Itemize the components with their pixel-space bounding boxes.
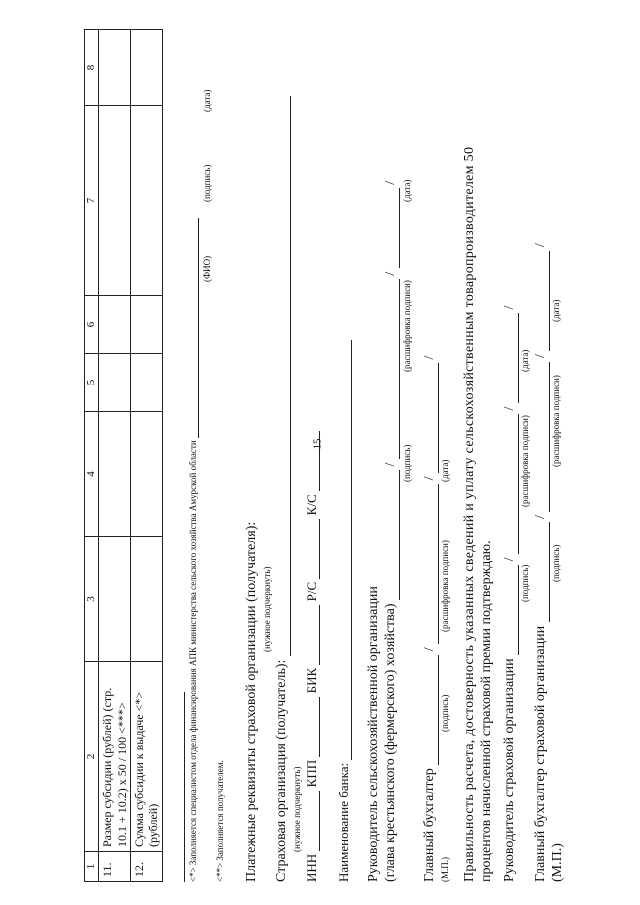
- agri-accountant-line: Главный бухгалтер / / /: [422, 355, 437, 882]
- subsidy-table: [84, 29, 163, 882]
- col-header: 3: [85, 537, 99, 662]
- col-header: 5: [85, 354, 99, 412]
- ins-accountant-mp: (М.П.): [550, 843, 565, 882]
- col-header: 4: [85, 412, 99, 537]
- footnote-fio-hint: (ФИО): [202, 255, 212, 282]
- footnote-separator: [184, 692, 185, 882]
- underline-hint-2: (нужное подчеркнуть): [292, 766, 302, 852]
- ins-head-line: Руководитель страховой организации / / /: [502, 305, 517, 882]
- table-row: [99, 30, 131, 882]
- inn-label: ИНН: [304, 853, 319, 882]
- ins-accountant-date-hint: (дата): [551, 299, 561, 322]
- requisites-line: [304, 431, 320, 882]
- col-header: 8: [85, 30, 99, 106]
- insurance-org-label: Страховая организация (получатель):: [274, 96, 291, 882]
- footnote-date-hint: (дата): [202, 89, 212, 112]
- agri-head-date-hint: (дата): [402, 179, 412, 202]
- footnote-1: <*> Заполняется специалистом отдела финансирования АПК министерства сельского хозяйства Амурской области: [188, 218, 199, 882]
- footnote-2: <**> Заполняется получателем.: [215, 760, 225, 882]
- agri-head-sign-hint: (подпись): [402, 444, 412, 482]
- certify-line2: процентов начисленной страховой премии подтверждаю.: [479, 540, 494, 882]
- bik-label: БИК: [304, 667, 319, 694]
- ins-accountant-sign-hint: (подпись): [551, 544, 561, 582]
- row-label: Сумма субсидии к выдаче <*> (рублей): [130, 662, 162, 852]
- ins-accountant-decode-hint: (расшифровка подписи): [551, 375, 561, 467]
- agri-head-decode-hint: (расшифровка подписи): [402, 280, 412, 372]
- agri-accountant-mp: (М.П.): [440, 857, 450, 882]
- table-row: [130, 30, 162, 882]
- ks-label: К/С: [304, 494, 319, 516]
- row-number: 11.: [99, 852, 131, 882]
- underline-hint: (нужное подчеркнуть): [262, 566, 272, 652]
- certify-line1: Правильность расчета, достоверность указанных сведений и уплату сельскохозяйственным товаропроизводителем 50: [462, 146, 477, 882]
- row-label: Размер субсидии (рублей) (стр. 10.1 + 10.2) x 50 / 100 <***>: [99, 662, 131, 852]
- agri-accountant-sign-hint: (подпись): [440, 694, 450, 732]
- ins-accountant-line: Главный бухгалтер страховой организации / / /: [533, 243, 548, 882]
- table-header-row: [85, 30, 99, 882]
- row-number: 12.: [130, 852, 162, 882]
- col-header: 1: [85, 852, 99, 882]
- col-header: 2: [85, 662, 99, 852]
- agri-head-line1: Руководитель сельскохозяйственной организации: [366, 586, 381, 882]
- kpp-label: КПП: [304, 759, 319, 788]
- agri-head-line2: (глава крестьянского (фермерского) хозяйства) / / /: [383, 180, 398, 882]
- ins-head-decode-hint: (расшифровка подписи): [520, 415, 530, 507]
- bank-name-line: Наименование банка:: [336, 340, 352, 882]
- col-header: 7: [85, 106, 99, 296]
- page-number: 15: [311, 438, 324, 450]
- document-sheet: [84, 30, 564, 882]
- agri-accountant-decode-hint: (расшифровка подписи): [440, 540, 450, 632]
- ins-head-sign-hint: (подпись): [520, 564, 530, 602]
- payment-heading: Платежные реквизиты страховой организации (получателя):: [244, 521, 259, 882]
- rs-label: Р/С: [304, 581, 319, 602]
- col-header: 6: [85, 296, 99, 354]
- ins-head-date-hint: (дата): [520, 349, 530, 372]
- footnote-sign-hint: (подпись): [202, 164, 212, 202]
- agri-accountant-date-hint: (дата): [440, 459, 450, 482]
